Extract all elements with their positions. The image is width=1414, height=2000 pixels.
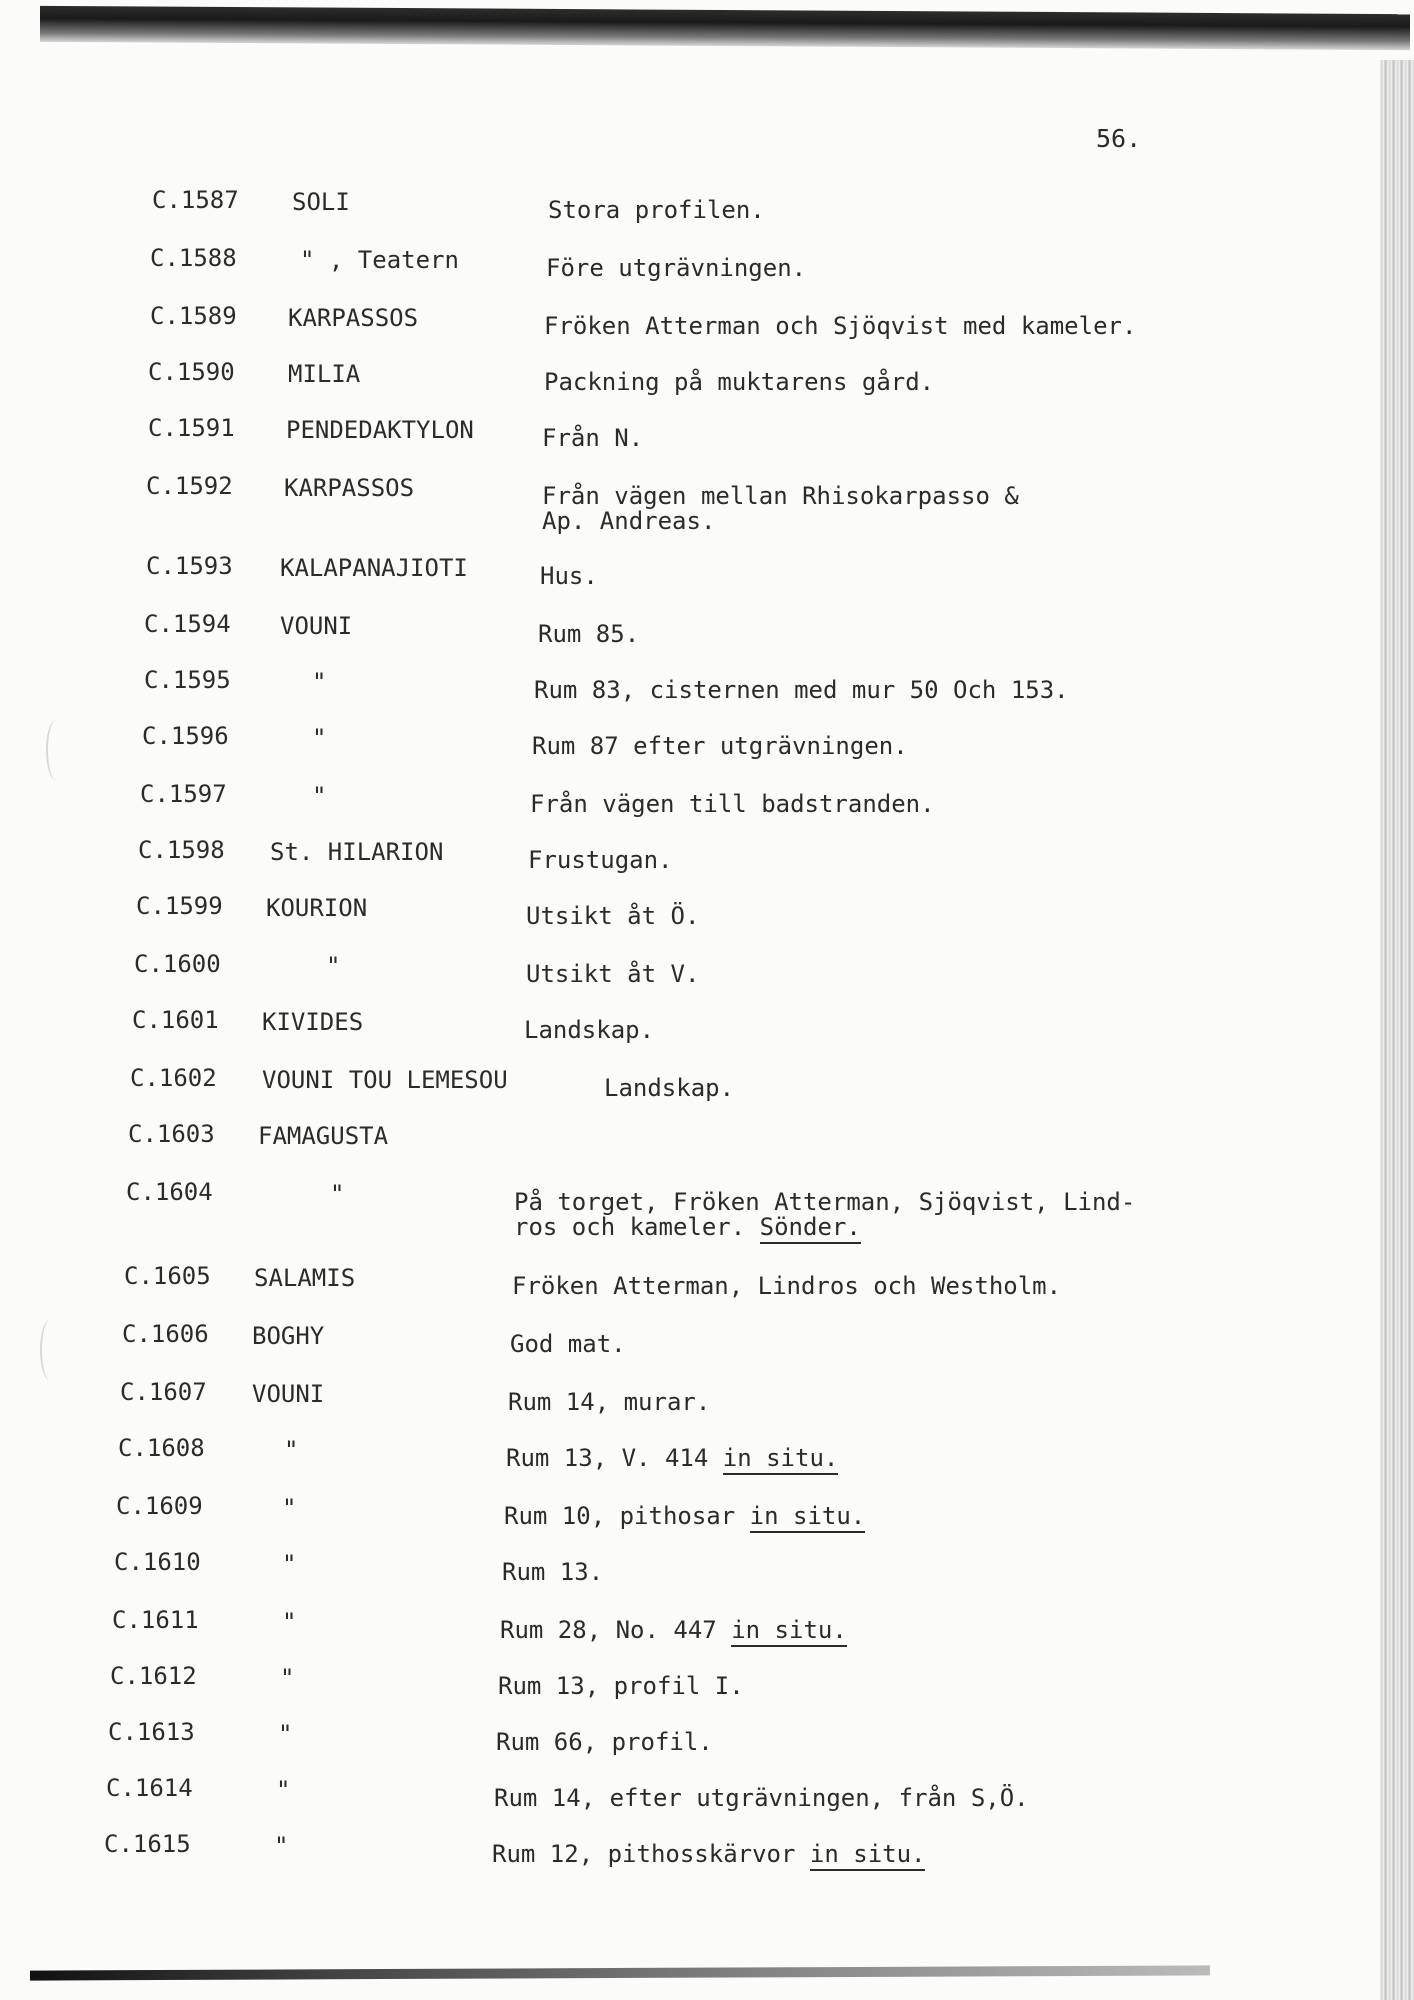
entry-place: MILIA bbox=[288, 360, 361, 388]
entry-description bbox=[524, 1018, 654, 1043]
entry-description-text: Utsikt åt V. bbox=[526, 960, 700, 988]
entry-place: PENDEDAKTYLON bbox=[286, 416, 474, 444]
entry-number: C.1602 bbox=[130, 1064, 217, 1092]
entry-description-text: Utsikt åt Ö. bbox=[526, 902, 700, 930]
entry-description-text: Packning på muktarens gård. bbox=[544, 368, 935, 396]
entry-place: " bbox=[326, 952, 341, 980]
entry-place: " bbox=[278, 1720, 293, 1748]
entry-number: C.1595 bbox=[144, 666, 231, 694]
entry-place: " bbox=[312, 668, 327, 696]
entry-number: C.1597 bbox=[140, 780, 227, 808]
entry-description bbox=[528, 848, 673, 873]
entry-description bbox=[530, 792, 935, 817]
entry-number: C.1614 bbox=[106, 1774, 193, 1802]
register-entry bbox=[0, 1378, 1300, 1438]
page-number: 56. bbox=[1096, 124, 1142, 153]
register-entry bbox=[0, 552, 1300, 612]
register-entry bbox=[0, 1262, 1300, 1322]
entry-description-text: Landskap. bbox=[524, 1016, 655, 1044]
entry-description-line2: ros och kameler. bbox=[514, 1213, 746, 1242]
entry-description bbox=[512, 1274, 1061, 1299]
entry-description-text: Från vägen till badstranden. bbox=[530, 790, 935, 818]
entry-place: KOURION bbox=[266, 894, 368, 922]
register-entry bbox=[0, 1320, 1300, 1380]
entry-number: C.1610 bbox=[114, 1548, 201, 1576]
entry-number: C.1594 bbox=[144, 610, 231, 638]
entry-number: C.1605 bbox=[124, 1262, 211, 1290]
entry-description-line2: Ap. Andreas. bbox=[542, 507, 716, 536]
entry-place: " bbox=[312, 724, 327, 752]
entry-number: C.1596 bbox=[142, 722, 229, 750]
entry-description-text: Från N. bbox=[542, 424, 644, 452]
entry-description bbox=[542, 484, 1019, 534]
register-entry bbox=[0, 1492, 1300, 1552]
entry-description-text: Rum 13, profil I. bbox=[498, 1672, 744, 1700]
entry-number: C.1589 bbox=[150, 302, 237, 330]
entry-description bbox=[542, 426, 643, 451]
register-entry bbox=[0, 1830, 1300, 1890]
entry-place: " bbox=[284, 1436, 299, 1464]
entry-description-underlined: Sönder. bbox=[760, 1213, 861, 1244]
entry-number: C.1606 bbox=[122, 1320, 209, 1348]
entry-number: C.1615 bbox=[104, 1830, 191, 1858]
register-entry bbox=[0, 472, 1300, 536]
entry-description-text: Fröken Atterman och Sjöqvist med kameler. bbox=[544, 312, 1137, 340]
entry-place: VOUNI bbox=[280, 612, 353, 640]
entry-description bbox=[534, 678, 1069, 703]
entry-place: " bbox=[330, 1180, 345, 1208]
entry-description bbox=[540, 564, 598, 589]
entry-description-text: Stora profilen. bbox=[548, 196, 765, 224]
entry-description-text: Rum 14, murar. bbox=[508, 1388, 711, 1416]
register-entry bbox=[0, 1120, 1300, 1180]
register-entry bbox=[0, 1434, 1300, 1494]
register-entry bbox=[0, 1774, 1300, 1834]
register-entry bbox=[0, 836, 1300, 896]
entry-description-text: Fröken Atterman, Lindros och Westholm. bbox=[512, 1272, 1062, 1300]
entry-description-text: Rum 87 efter utgrävningen. bbox=[532, 732, 908, 760]
register-entry bbox=[0, 1662, 1300, 1722]
entry-place: " bbox=[276, 1776, 291, 1804]
entry-description bbox=[492, 1842, 925, 1867]
entry-place: KIVIDES bbox=[262, 1008, 364, 1036]
entry-number: C.1608 bbox=[118, 1434, 205, 1462]
entry-description-text: Rum 66, profil. bbox=[496, 1728, 713, 1756]
entry-description bbox=[508, 1390, 710, 1415]
entry-description-text: Rum 13, V. 414 bbox=[506, 1444, 709, 1472]
entry-description bbox=[526, 962, 699, 987]
register-entry bbox=[0, 610, 1300, 670]
entry-place: " bbox=[280, 1664, 295, 1692]
entry-description-text: Rum 12, pithosskärvor bbox=[492, 1840, 796, 1868]
entry-number: C.1599 bbox=[136, 892, 223, 920]
register-entry bbox=[0, 1178, 1300, 1242]
entry-description-text: Hus. bbox=[540, 562, 598, 590]
entry-description-text: Från vägen mellan Rhisokarpasso & bbox=[542, 482, 1019, 510]
entry-description-text: Före utgrävningen. bbox=[546, 254, 807, 282]
entry-description-text: Rum 28, No. 447 bbox=[500, 1616, 717, 1644]
entry-description bbox=[506, 1446, 838, 1471]
entry-description-underlined: in situ. bbox=[723, 1444, 839, 1475]
entry-description bbox=[604, 1076, 734, 1101]
entry-description-underlined: in situ. bbox=[750, 1502, 866, 1533]
entry-description-underlined: in situ. bbox=[810, 1840, 926, 1871]
entry-place: " bbox=[282, 1494, 297, 1522]
entry-number: C.1592 bbox=[146, 472, 233, 500]
register-entry bbox=[0, 414, 1300, 474]
entry-description-text: Rum 14, efter utgrävningen, från S,Ö. bbox=[494, 1784, 1029, 1812]
entry-number: C.1590 bbox=[148, 358, 235, 386]
entry-place: KALAPANAJIOTI bbox=[280, 554, 468, 582]
entry-number: C.1603 bbox=[128, 1120, 215, 1148]
entry-place: " bbox=[282, 1550, 297, 1578]
entry-number: C.1591 bbox=[148, 414, 235, 442]
register-entry bbox=[0, 186, 1300, 246]
entry-description-text: Rum 13. bbox=[502, 1558, 604, 1586]
entry-place: FAMAGUSTA bbox=[258, 1122, 389, 1150]
entry-description-text: Rum 83, cisternen med mur 50 Och 153. bbox=[534, 676, 1069, 704]
register-entry bbox=[0, 1606, 1300, 1666]
entry-description-text: Rum 85. bbox=[538, 620, 640, 648]
entry-description bbox=[546, 256, 806, 281]
entry-description bbox=[494, 1786, 1029, 1811]
entry-description bbox=[502, 1560, 603, 1585]
entry-description bbox=[532, 734, 908, 759]
register-entry bbox=[0, 1006, 1300, 1066]
register-entry bbox=[0, 1548, 1300, 1608]
entry-description bbox=[496, 1730, 713, 1755]
register-entry bbox=[0, 722, 1300, 782]
entry-number: C.1613 bbox=[108, 1718, 195, 1746]
entry-description bbox=[510, 1332, 626, 1357]
entry-description-text: God mat. bbox=[510, 1330, 626, 1358]
entry-description bbox=[544, 370, 934, 395]
entry-number: C.1609 bbox=[116, 1492, 203, 1520]
entry-place: " bbox=[282, 1608, 297, 1636]
entry-number: C.1607 bbox=[120, 1378, 207, 1406]
register-entry bbox=[0, 302, 1300, 362]
entry-description-text: Frustugan. bbox=[528, 846, 673, 874]
entry-place: SOLI bbox=[292, 188, 350, 216]
entry-place: VOUNI bbox=[252, 1380, 325, 1408]
entry-place: " bbox=[312, 782, 327, 810]
register-entry bbox=[0, 950, 1300, 1010]
entry-number: C.1587 bbox=[152, 186, 239, 214]
entry-place: VOUNI TOU LEMESOU bbox=[262, 1066, 508, 1094]
entry-number: C.1601 bbox=[132, 1006, 219, 1034]
entry-place: KARPASSOS bbox=[284, 474, 415, 502]
register-entry bbox=[0, 666, 1300, 726]
entry-description-underlined: in situ. bbox=[731, 1616, 847, 1647]
entry-number: C.1588 bbox=[150, 244, 237, 272]
entry-description bbox=[544, 314, 1136, 339]
register-entry bbox=[0, 780, 1300, 840]
entry-description bbox=[548, 198, 765, 223]
entry-number: C.1611 bbox=[112, 1606, 199, 1634]
entry-description bbox=[498, 1674, 744, 1699]
register-entry bbox=[0, 1064, 1300, 1124]
entry-place: BOGHY bbox=[252, 1322, 325, 1350]
entry-place: SALAMIS bbox=[254, 1264, 356, 1292]
entry-number: C.1604 bbox=[126, 1178, 213, 1206]
entry-description bbox=[500, 1618, 847, 1643]
register-entry bbox=[0, 244, 1300, 304]
entry-number: C.1612 bbox=[110, 1662, 197, 1690]
entry-description bbox=[504, 1504, 865, 1529]
entry-description bbox=[514, 1190, 1135, 1240]
register-entry bbox=[0, 1718, 1300, 1778]
entry-description-text: På torget, Fröken Atterman, Sjöqvist, Lind- bbox=[514, 1188, 1136, 1216]
entry-number: C.1598 bbox=[138, 836, 225, 864]
register-entry bbox=[0, 358, 1300, 418]
entry-place: KARPASSOS bbox=[288, 304, 419, 332]
register-entry bbox=[0, 892, 1300, 952]
entry-number: C.1593 bbox=[146, 552, 233, 580]
entry-place: St. HILARION bbox=[270, 838, 444, 866]
entry-description-text: Landskap. bbox=[604, 1074, 735, 1102]
entry-place: " bbox=[274, 1832, 289, 1860]
entry-description bbox=[526, 904, 699, 929]
entry-description-text: Rum 10, pithosar bbox=[504, 1502, 736, 1530]
entry-place: " , Teatern bbox=[300, 246, 459, 274]
entry-description bbox=[538, 622, 639, 647]
entry-number: C.1600 bbox=[134, 950, 221, 978]
